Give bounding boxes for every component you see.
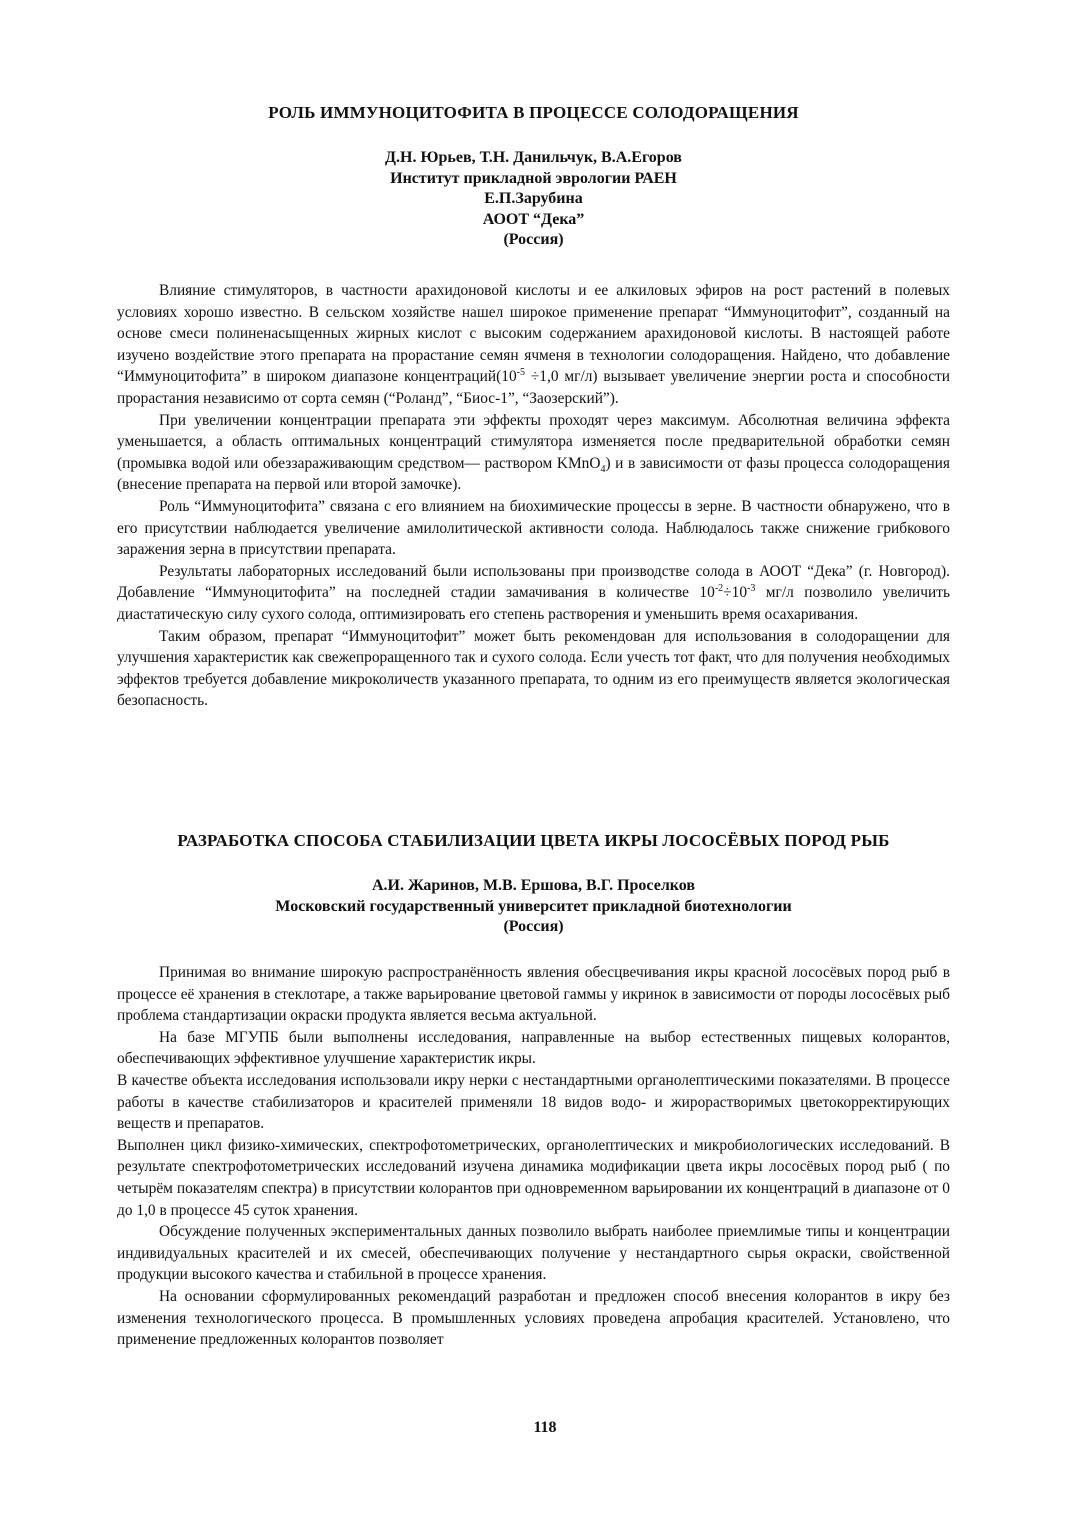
article-1-paragraph-4: Результаты лабораторных исследований были использованы при производстве солода в АООТ “Дека” (г. Новгород). Добавление “Иммуноцитофита” на последней стадии замачивания в количестве $10^{-2}\div 10^{-3}$ мг/л позволило увеличить диастатическую силу сухого солода, оптимизировать его степень растворения и уменьшить время осахаривания. <box>117 562 950 623</box>
article-1-paragraph-3: Роль “Иммуноцитофита” связана с его влиянием на биохимические процессы в зерне. В частности обнаружено, что в его присутствии наблюдается увеличение амилолитической активности солода. Наблюдалось также снижение грибкового заражения зерна в присутствии препарата. <box>117 497 950 559</box>
article-2-paragraph-5: Обсуждение полученных экспериментальных данных позволило выбрать наиболее приемлимые типы и концентрации индивидуальных красителей и их смесей, обеспечивающих получение у нестандартного сырья окраски, свойственной продукции высокого качества и стабильной в процессе хранения. <box>117 1223 950 1284</box>
article-1-title: РОЛЬ ИММУНОЦИТОФИТА В ПРОЦЕССЕ СОЛОДОРАЩЕНИЯ <box>268 103 799 122</box>
article-1-paragraph-2: При увеличении концентрации препарата эти эффекты проходят через максимум. Абсолютная величина эффекта уменьшается, а область оптимальных концентраций стимулятора изменяется после предварительной обработки семян (промывка водой или обеззараживающим средством— раствором KMnO$_4$) и в зависимости от фазы процесса солодоращения (внесение препарата на первой или второй замочке). <box>117 411 950 494</box>
article-1-body <box>117 280 950 712</box>
article-1-institution: Институт прикладной эврологии РАЕН <box>390 169 677 187</box>
article-1-paragraph-5: Таким образом, препарат “Иммуноцитофит” может быть рекомендован для использования в солодоращении для улучшения характеристик как свежепроращенного так и сухого солода. Если учесть тот факт, что для получения необходимых эффектов требуется добавление микроколичеств указанного препарата, то одним из его преимуществ является экологическая безопасность. <box>117 627 950 710</box>
article-1-country: (Россия) <box>503 231 564 249</box>
article-2-paragraph-6: На основании сформулированных рекомендаций разработан и предложен способ внесения колорантов в икру без изменения технологического процесса. В промышленных условиях проведена апробация красителей. Установлено, что применение предложенных колорантов позволяет <box>117 1287 950 1349</box>
article-1-authors-block <box>117 148 950 251</box>
article-2-authors-block <box>117 876 950 938</box>
article-2-paragraph-1: Принимая во внимание широкую распространённость явления обесцвечивания икры красной лососёвых пород рыб в процессе её хранения в стеклотаре, а также варьирование цветовой гаммы у икринок в зависимости от породы лососёвых рыб проблема стандартизации окраски продукта является весьма актуальной. <box>117 964 950 1025</box>
article-1-paragraph-1: Влияние стимуляторов, в частности арахидоновой кислоты и ее алкиловых эфиров на рост растений в полевых условиях хорошо известно. В сельском хозяйстве нашел широкое применение препарат “Иммуноцитофит”, созданный на основе смеси полиненасыщенных жирных кислот с высоким содержанием арахидоновой кислоты. В настоящей работе изучено воздействие этого препарата на прорастание семян ячменя в технологии солодоращения. Найдено, что добавление “Иммуноцитофита” в широком диапазоне $концентраций(10^{-5} \div 1,0$ мг/л) вызывает увеличение энергии роста и способности прорастания независимо от сорта семян (“Роланд”, “Биос-1”, “Заозерский”). <box>117 282 950 407</box>
article-1-company: АООТ “Дека” <box>482 210 585 228</box>
article-1-header <box>117 102 950 124</box>
article-2-paragraph-2: На базе МГУПБ были выполнены исследования, направленные на выбор естественных пищевых колорантов, обеспечивающих эффективное улучшение характеристик икры. <box>117 1028 950 1068</box>
article-1-author-2: Е.П.Зарубина <box>484 190 583 208</box>
article-2-paragraph-3: В качестве объекта исследования использовали икру нерки с нестандартными органолептическими показателями. В процессе работы в качестве стабилизаторов и красителей применяли 18 видов водо- и жирорастворимых цветокорректирующих веществ и препаратов. <box>117 1071 950 1133</box>
article-2-country: (Россия) <box>503 918 564 936</box>
article-1-authors: Д.Н. Юрьев, Т.Н. Данильчук, В.А.Егоров <box>385 149 682 166</box>
article-2-title: РАЗРАБОТКА СПОСОБА СТАБИЛИЗАЦИИ ЦВЕТА ИКРЫ ЛОСОСЁВЫХ ПОРОД РЫБ <box>177 831 890 850</box>
article-2-header <box>117 830 950 852</box>
article-2-body <box>117 962 950 1351</box>
article-2-paragraph-4: Выполнен цикл физико-химических, спектрофотометрических, органолептических и микробиологических исследований. В результате спектрофотометрических исследований изучена динамика модификации цвета икры лососёвых пород рыб ( по четырём показателям спектра) в присутствии колорантов при одновременном варьировании их концентраций в диапазоне от 0 до 1,0 в процессе 45 суток хранения. <box>117 1136 950 1219</box>
page-number: 118 <box>533 1419 557 1436</box>
article-2-authors: А.И. Жаринов, М.В. Ершова, В.Г. Проселков <box>371 877 696 894</box>
article-2-institution: Московский государственный университет прикладной биотехнологии <box>275 897 792 915</box>
